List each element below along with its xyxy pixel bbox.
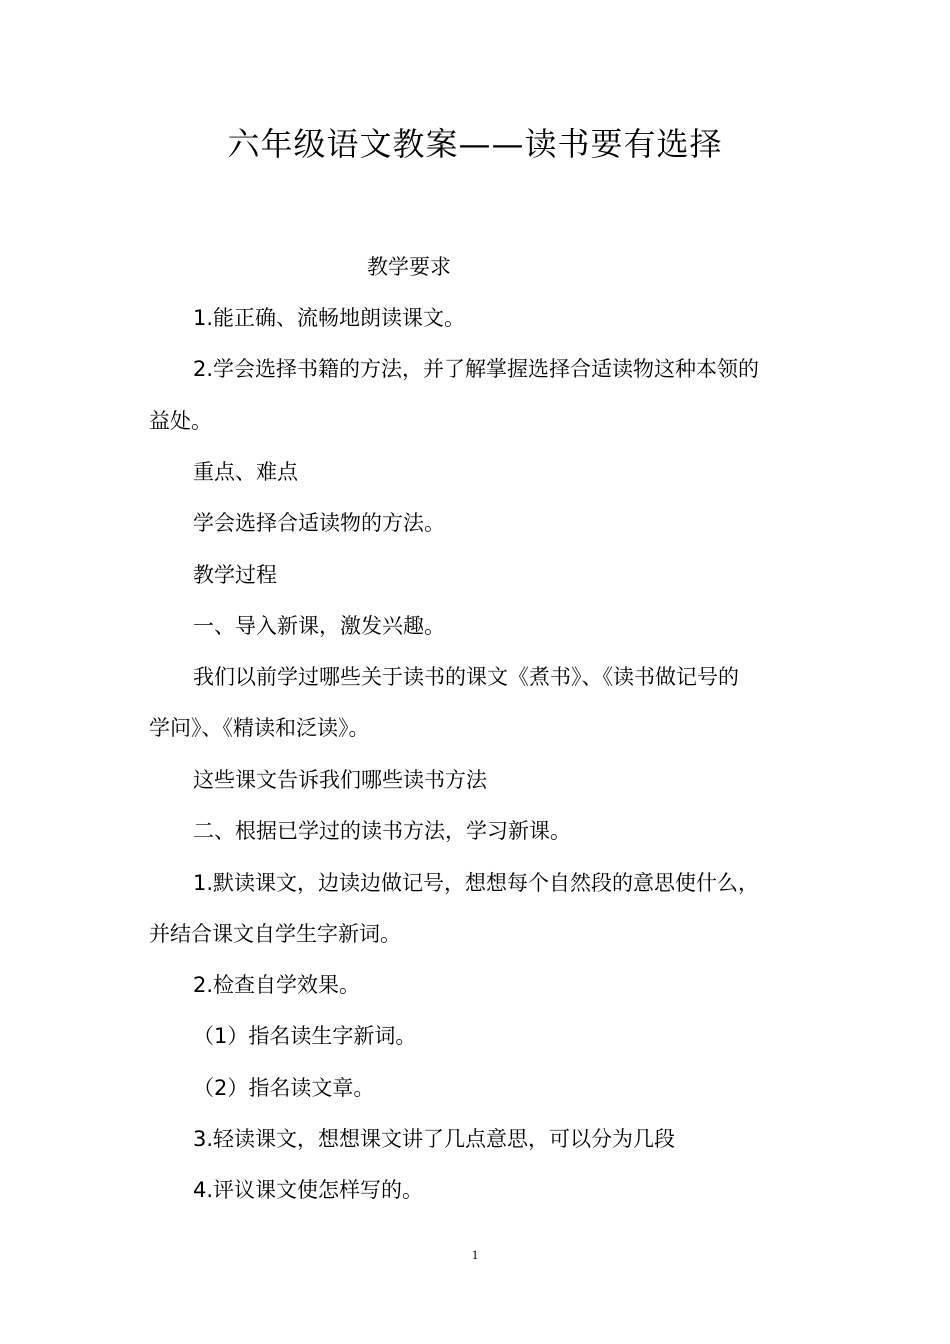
paragraph-line: 教学过程 bbox=[193, 563, 277, 587]
paragraph-line: 1.能正确、流畅地朗读课文。 bbox=[193, 306, 466, 330]
page-number: 1 bbox=[471, 1247, 479, 1262]
paragraph-line: （1）指名读生字新词。 bbox=[193, 1024, 417, 1048]
paragraph-line: 这些课文告诉我们哪些读书方法 bbox=[193, 768, 487, 792]
paragraph-line: 我们以前学过哪些关于读书的课文《煮书》、《读书做记号的 bbox=[193, 665, 739, 689]
paragraph-line: 并结合课文自学生字新词。 bbox=[149, 922, 401, 946]
paragraph-line: 2.学会选择书籍的方法，并了解掌握选择合适读物这种本领的 bbox=[193, 357, 760, 381]
section-heading: 教学要求 bbox=[367, 255, 451, 279]
paragraph-line: 益处。 bbox=[149, 409, 212, 433]
paragraph-line: 二、根据已学过的读书方法，学习新课。 bbox=[193, 819, 571, 843]
paragraph-line: （2）指名读文章。 bbox=[193, 1076, 375, 1100]
paragraph-line: 重点、难点 bbox=[193, 460, 298, 484]
paragraph-line: 4.评议课文使怎样写的。 bbox=[193, 1178, 424, 1202]
paragraph-line: 1.默读课文，边读边做记号，想想每个自然段的意思使什么， bbox=[193, 871, 760, 895]
paragraph-line: 学会选择合适读物的方法。 bbox=[193, 511, 445, 535]
paragraph-line: 2.检查自学效果。 bbox=[193, 973, 361, 997]
paragraph-line: 一、导入新课，激发兴趣。 bbox=[193, 614, 445, 638]
document-title: 六年级语文教案——读书要有选择 bbox=[227, 125, 723, 163]
paragraph-line: 3.轻读课文，想想课文讲了几点意思，可以分为几段 bbox=[193, 1127, 676, 1151]
paragraph-line: 学问》、《精读和泛读》。 bbox=[149, 716, 370, 740]
